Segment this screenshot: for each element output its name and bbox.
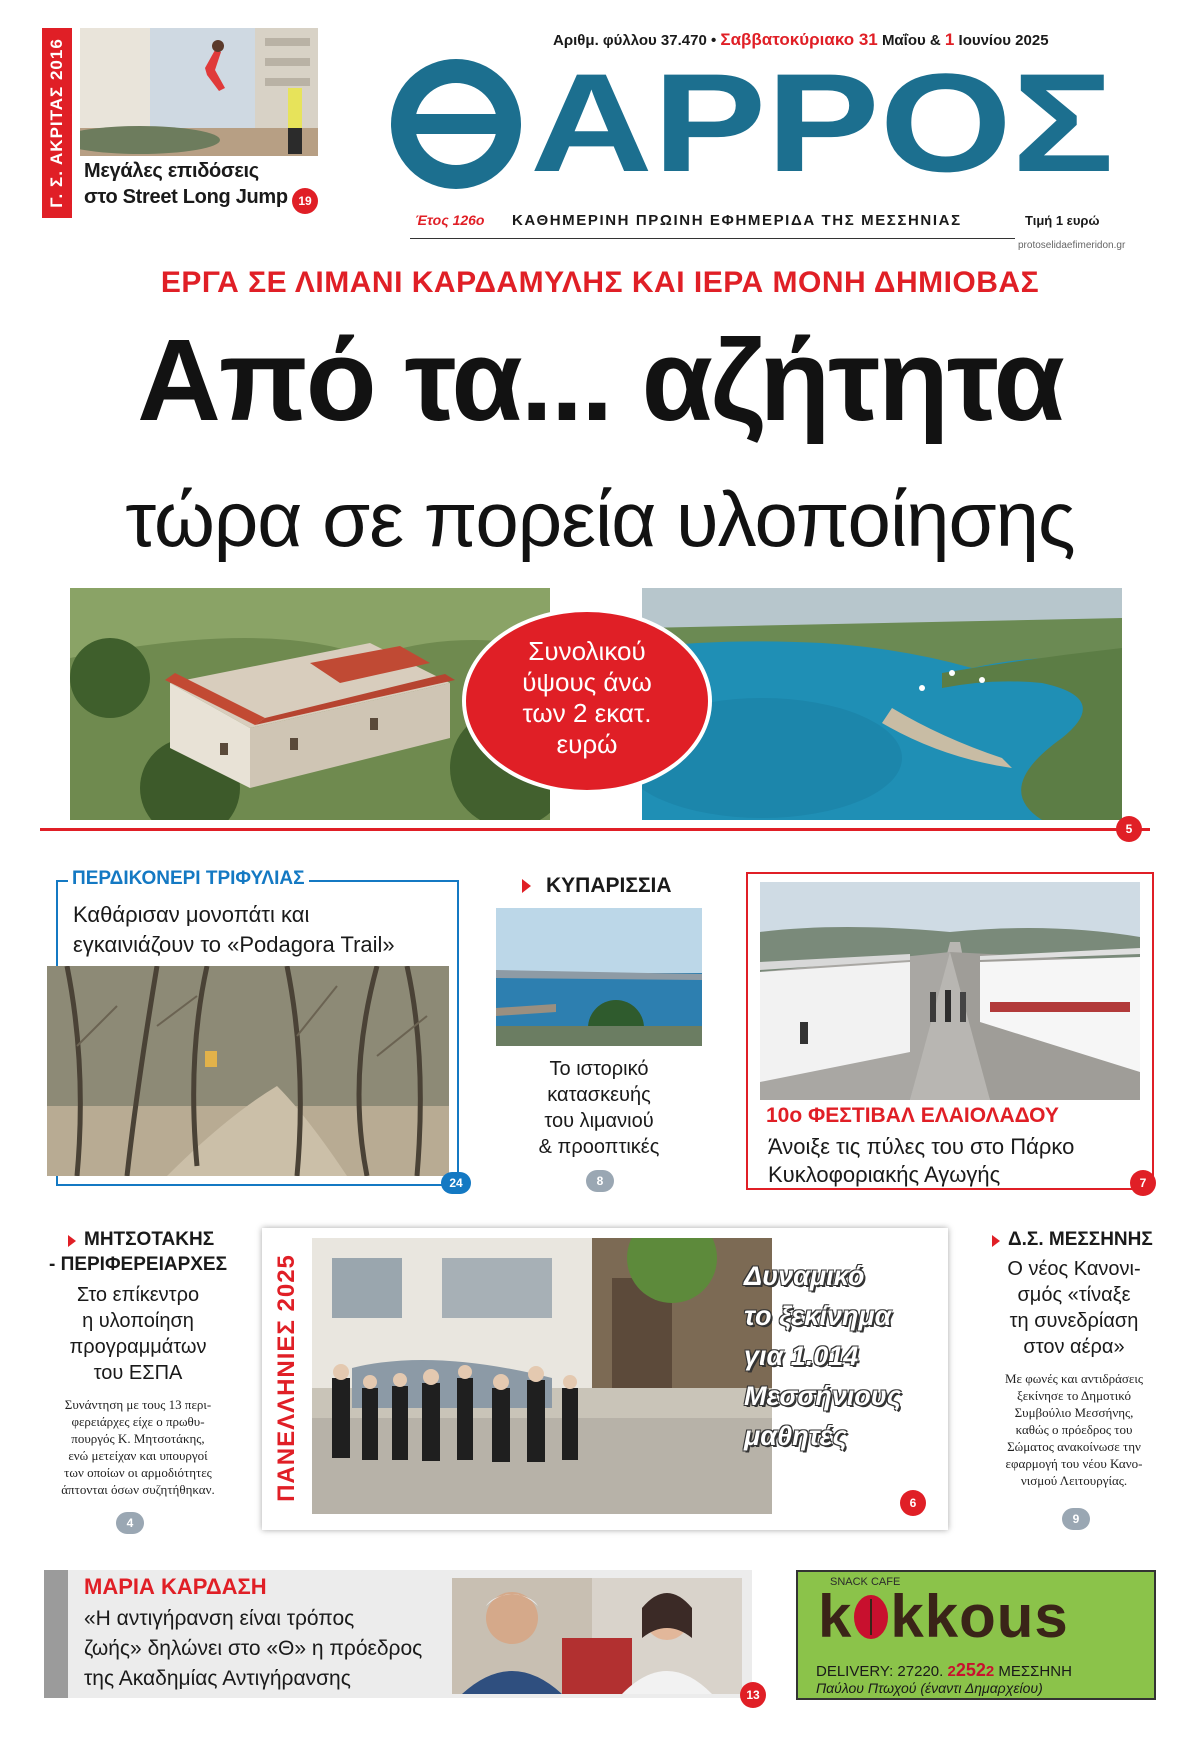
side-tab-label: Γ. Σ. ΑΚΡΙΤΑΣ 2016 xyxy=(47,38,66,208)
overlay-line-3: για 1.014 xyxy=(744,1341,859,1371)
kyparissia-line-4: & προοπτικές xyxy=(538,1136,660,1158)
lead-headline: Από τα... αζήτητα xyxy=(137,315,1063,445)
kyparissia-body xyxy=(496,1056,702,1160)
ad-delivery xyxy=(816,1660,1072,1681)
mitsotakis-title-4: του ΕΣΠΑ xyxy=(93,1362,183,1384)
council-title xyxy=(976,1256,1172,1360)
issue-bullet-icon: • xyxy=(710,32,721,49)
council-title-4: στον αέρα» xyxy=(1023,1336,1125,1358)
long-jump-photo xyxy=(80,28,318,156)
trail-forest-photo xyxy=(47,966,449,1176)
ad-address: Παύλου Πτωχού (έναντι Δημαρχείου) xyxy=(816,1680,1043,1696)
issue-info xyxy=(553,30,1049,50)
kardasi-text xyxy=(84,1604,422,1694)
lead-page-badge: 5 xyxy=(1116,816,1142,842)
kardasi-page-badge: 13 xyxy=(740,1682,766,1708)
council-arrow-icon xyxy=(992,1235,1000,1247)
mitsotakis-page-badge: 4 xyxy=(116,1512,144,1534)
coffee-bean-icon xyxy=(854,1595,888,1639)
bubble-line-1: Συνολικού xyxy=(528,636,646,666)
kyparissia-line-3: του λιμανιού xyxy=(544,1110,654,1132)
council-title-3: τη συνεδρίαση xyxy=(1009,1310,1139,1332)
mitsotakis-kicker-2: - ΠΕΡΙΦΕΡΕΙΑΡΧΕΣ xyxy=(49,1254,227,1275)
issue-number: Αριθμ. φύλλου 37.470 xyxy=(553,32,707,49)
council-body-4: καθώς ο πρόεδρος του xyxy=(1015,1422,1133,1437)
panellinies-side-label: ΠΑΝΕΛΛΗΝΙΕΣ 2025 xyxy=(273,1254,300,1502)
kardasi-line-2: ζωής» δηλώνει στο «Θ» η πρόεδρος xyxy=(84,1637,423,1660)
lead-subheadline: τώρα σε πορεία υλοποίησης xyxy=(125,475,1075,563)
mitsotakis-title-3: προγραμμάτων xyxy=(69,1336,207,1358)
ad-phone-3: 2 xyxy=(985,1663,995,1680)
kyparissia-harbour-photo xyxy=(496,908,702,1046)
overlay-line-1: Δυναμικό xyxy=(744,1261,865,1291)
watermark: protoselidaefimeridon.gr xyxy=(1018,240,1126,251)
kardasi-kicker: ΜΑΡΙΑ ΚΑΡΔΑΣΗ xyxy=(84,1574,267,1599)
council-kicker: Δ.Σ. ΜΕΣΣΗΝΗΣ xyxy=(1008,1229,1153,1250)
council-body xyxy=(976,1370,1172,1489)
date-month-2: Ιουνίου 2025 xyxy=(958,32,1049,49)
overlay-line-5: μαθητές xyxy=(744,1421,847,1451)
header-rule xyxy=(410,238,1015,239)
bubble-line-4: ευρώ xyxy=(556,729,618,759)
festival-page-badge: 7 xyxy=(1130,1170,1156,1196)
price: Τιμή 1 ευρώ xyxy=(1025,213,1100,228)
date-month-1: Μαΐου & xyxy=(881,32,941,49)
teaser-page-badge: 19 xyxy=(292,188,318,214)
ad-brand xyxy=(818,1582,1069,1652)
trail-page-badge: 24 xyxy=(441,1172,471,1194)
mitsotakis-body-5: των οποίων οι αρμοδιότητες xyxy=(64,1465,212,1480)
mitsotakis-body-4: ενώ μετείχαν και υπουργοί xyxy=(68,1448,208,1463)
trail-title-1: Καθάρισαν μονοπάτι και xyxy=(73,902,310,927)
kyparissia-line-1: Το ιστορικό xyxy=(549,1058,649,1080)
festival-title-1: Άνοιξε τις πύλες του στο Πάρκο xyxy=(768,1134,1075,1159)
panellinies-page-badge: 6 xyxy=(900,1490,926,1516)
council-body-7: νισμού Λειτουργίας. xyxy=(1020,1473,1128,1488)
ad-delivery-label: DELIVERY: 27220. xyxy=(816,1663,944,1680)
ad-tag: SNACK CAFE xyxy=(830,1576,901,1588)
lead-cost-bubble xyxy=(462,608,712,794)
bubble-line-3: των 2 εκατ. xyxy=(522,698,652,728)
kokkous-ad xyxy=(796,1570,1156,1700)
mitsotakis-kicker-1: ΜΗΤΣΟΤΑΚΗΣ xyxy=(84,1229,215,1250)
kyparissia-arrow-icon xyxy=(522,879,531,893)
kardasi-line-1: «Η αντιγήρανση είναι τρόπος xyxy=(84,1607,355,1630)
kyparissia-kicker: ΚΥΠΑΡΙΣΣΙΑ xyxy=(546,874,672,897)
council-body-1: Με φωνές και αντιδράσεις xyxy=(1004,1371,1143,1386)
festival-stalls-photo xyxy=(760,882,1140,1100)
mitsotakis-body-2: φερειάρχες είχε ο πρωθυ- xyxy=(71,1414,205,1429)
kardasi-photo xyxy=(452,1578,742,1694)
trail-title-2: εγκαινιάζουν το «Podagora Trail» xyxy=(73,932,395,957)
panellinies-overlay xyxy=(744,1256,924,1456)
kardamyli-harbour-photo xyxy=(642,588,1122,820)
masthead-side-tab xyxy=(42,28,72,218)
year-label: Έτος 126ο xyxy=(415,212,485,228)
mitsotakis-body-6: άπτονται όσων συζητήθηκαν. xyxy=(61,1482,215,1497)
students-exam-photo xyxy=(312,1238,772,1514)
overlay-line-4: Μεσσήνιους xyxy=(744,1381,902,1411)
teaser-caption-1: Μεγάλες επιδόσεις xyxy=(84,160,259,182)
council-body-6: εφαρμογή του νέου Κανο- xyxy=(1005,1456,1143,1471)
mitsotakis-body xyxy=(40,1396,236,1498)
council-title-2: σμός «τίναξε xyxy=(1017,1284,1131,1306)
trail-kicker: ΠΕΡΔΙΚΟΝΕΡΙ ΤΡΙΦΥΛΙΑΣ xyxy=(68,868,309,890)
subtitle: ΚΑΘΗΜΕΡΙΝΗ ΠΡΩΙΝΗ ΕΦΗΜΕΡΙΔΑ ΤΗΣ ΜΕΣΣΗΝΙΑΣ xyxy=(512,212,962,229)
mitsotakis-body-1: Συνάντηση με τους 13 περι- xyxy=(64,1397,212,1412)
kyparissia-page-badge: 8 xyxy=(586,1170,614,1192)
ad-town: ΜΕΣΣΗΝΗ xyxy=(998,1663,1072,1680)
logo-text: ΑΡΡΟΣ xyxy=(530,58,1114,190)
council-body-5: Σώματος ανακοίνωσε την xyxy=(1007,1439,1141,1454)
mitsotakis-title xyxy=(40,1282,236,1386)
council-body-2: ξεκίνησε το Δημοτικό xyxy=(1016,1388,1132,1403)
ad-phone-1: 2 xyxy=(947,1663,956,1680)
festival-title-2: Κυκλοφοριακής Αγωγής xyxy=(768,1162,1001,1187)
festival-kicker: 10ο ΦΕΣΤΙΒΑΛ ΕΛΑΙΟΛΑΔΟΥ xyxy=(766,1104,1059,1127)
newspaper-logo xyxy=(388,58,1118,190)
kardasi-line-3: της Ακαδημίας Αντιγήρανσης xyxy=(84,1667,351,1690)
ad-brand-k: k xyxy=(818,1583,853,1650)
council-page-badge: 9 xyxy=(1062,1508,1090,1530)
lead-kicker: ΕΡΓΑ ΣΕ ΛΙΜΑΝΙ ΚΑΡΔΑΜΥΛΗΣ ΚΑΙ ΙΕΡΑ ΜΟΝΗ ΔΗΜΙΟΒΑΣ xyxy=(160,266,1040,299)
mitsotakis-title-2: η υλοποίηση xyxy=(82,1310,194,1332)
teaser-caption-2: στο Street Long Jump xyxy=(84,186,288,208)
lead-rule xyxy=(40,828,1150,831)
kardasi-box-bar xyxy=(44,1570,68,1698)
ad-brand-rest: kkous xyxy=(890,1583,1069,1650)
date-day-2: 1 xyxy=(944,30,955,49)
bubble-line-2: ύψους άνω xyxy=(522,667,652,697)
council-title-1: Ο νέος Κανονι- xyxy=(1007,1258,1141,1280)
council-body-3: Συμβούλιο Μεσσήνης, xyxy=(1014,1405,1134,1420)
mitsotakis-arrow-icon xyxy=(68,1235,76,1247)
ad-phone-2: 252 xyxy=(955,1660,986,1680)
mitsotakis-title-1: Στο επίκεντρο xyxy=(76,1284,200,1306)
kyparissia-line-2: κατασκευής xyxy=(547,1084,651,1106)
overlay-line-2: το ξεκίνημα xyxy=(744,1301,892,1331)
mitsotakis-body-3: πουργός Κ. Μητσοτάκης, xyxy=(71,1431,205,1446)
date-weekend: Σαββατοκύριακο 31 xyxy=(720,30,878,49)
